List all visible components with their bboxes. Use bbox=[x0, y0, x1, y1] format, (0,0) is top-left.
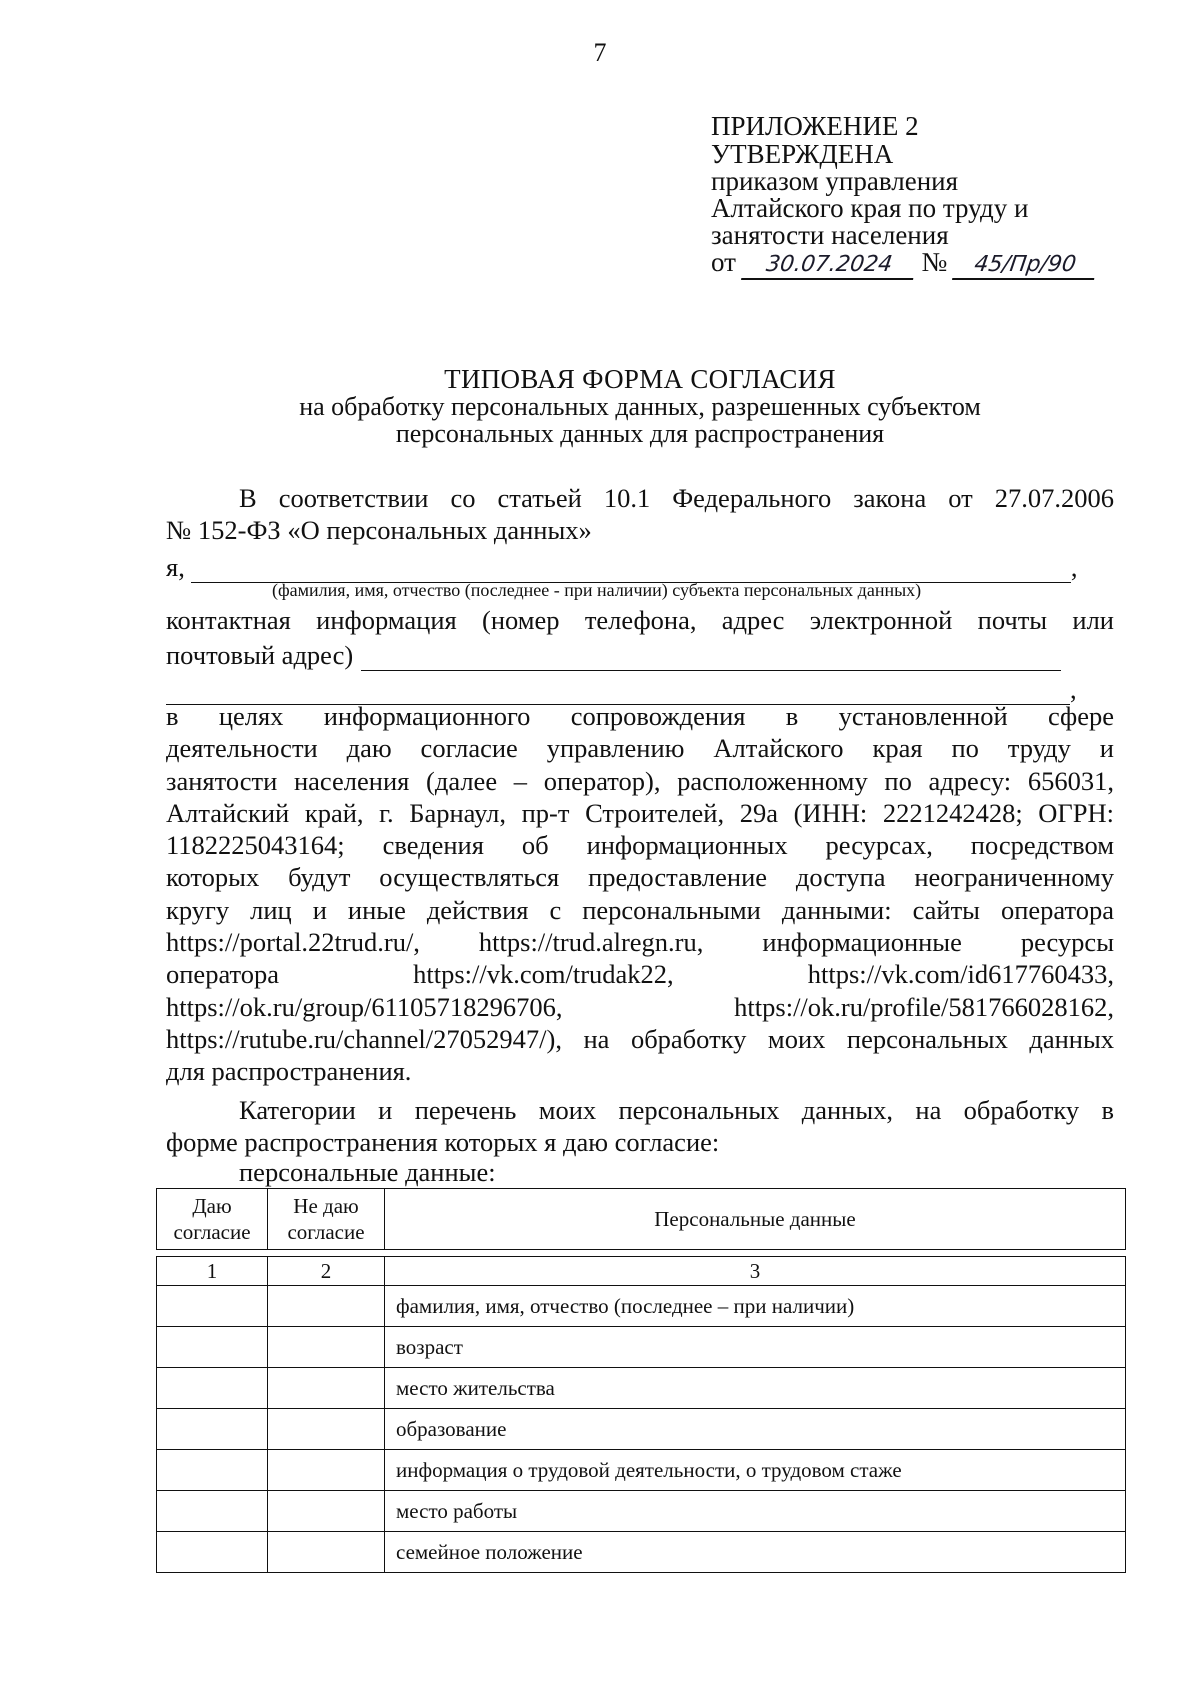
order-number-handwritten: 45/Пр/90 bbox=[952, 252, 1098, 280]
form-title bbox=[160, 366, 1120, 447]
consent-cell[interactable] bbox=[157, 1409, 268, 1450]
personal-data-cell: семейное положение bbox=[385, 1532, 1126, 1573]
personal-data-cell: место жительства bbox=[385, 1368, 1126, 1409]
name-field-comma: , bbox=[1070, 552, 1078, 582]
personal-data-cell: место работы bbox=[385, 1491, 1126, 1532]
consent-cell[interactable] bbox=[157, 1532, 268, 1573]
consent-line-last: для распространения. bbox=[166, 1056, 412, 1087]
name-field-caption: (фамилия, имя, отчество (последнее - при наличии) субъекта персональных данных) bbox=[272, 580, 922, 600]
approval-line-2: Алтайского края по труду и bbox=[711, 193, 1029, 223]
appendix-label: ПРИЛОЖЕНИЕ 2 bbox=[711, 111, 919, 141]
approval-line-1: приказом управления bbox=[711, 166, 959, 196]
form-title-sub2: персональных данных для распространения bbox=[395, 419, 885, 448]
no-consent-cell[interactable] bbox=[268, 1491, 385, 1532]
personal-data-cell: возраст bbox=[385, 1327, 1126, 1368]
table-row bbox=[157, 1368, 1126, 1409]
from-label: от bbox=[711, 247, 736, 277]
no-consent-cell[interactable] bbox=[268, 1327, 385, 1368]
consent-line: оператора https://vk.com/trudak22, https://vk.com/id617760433, bbox=[166, 959, 1114, 990]
consent-cell[interactable] bbox=[157, 1368, 268, 1409]
header-consent: Даю согласие bbox=[157, 1189, 268, 1250]
personal-data-cell: образование bbox=[385, 1409, 1126, 1450]
no-consent-cell[interactable] bbox=[268, 1409, 385, 1450]
consent-line: 1182225043164; сведения об информационных ресурсах, посредством bbox=[166, 830, 1114, 861]
personal-data-table bbox=[156, 1188, 1126, 1573]
number-label: № bbox=[921, 247, 948, 277]
contact-field[interactable] bbox=[361, 646, 1061, 671]
approved-label: УТВЕРЖДЕНА bbox=[711, 139, 894, 169]
table-number-row bbox=[157, 1257, 1126, 1286]
table-gap bbox=[157, 1250, 1126, 1257]
categories-line-1: Категории и перечень моих персональных данных, на обработку в bbox=[239, 1095, 1114, 1125]
no-consent-cell[interactable] bbox=[268, 1532, 385, 1573]
ya-label: я, bbox=[166, 552, 185, 582]
form-title-sub1: на обработку персональных данных, разрешенных субъектом bbox=[299, 392, 981, 421]
order-date-number bbox=[711, 249, 1096, 280]
no-consent-cell[interactable] bbox=[268, 1368, 385, 1409]
consent-line: которых будут осуществляться предоставление доступа неограниченному bbox=[166, 862, 1114, 893]
table-row bbox=[157, 1450, 1126, 1491]
column-number: 1 bbox=[157, 1257, 268, 1286]
consent-line: https://ok.ru/group/61105718296706, https://ok.ru/profile/581766028162, bbox=[166, 991, 1114, 1022]
column-number: 3 bbox=[385, 1257, 1126, 1286]
consent-cell[interactable] bbox=[157, 1450, 268, 1491]
column-number: 2 bbox=[268, 1257, 385, 1286]
table-row bbox=[157, 1491, 1126, 1532]
contact-field-row bbox=[166, 640, 1061, 671]
intro-paragraph bbox=[166, 482, 1114, 547]
table-header-row bbox=[157, 1189, 1126, 1250]
table-row bbox=[157, 1532, 1126, 1573]
contact-line-2: почтовый адрес) bbox=[166, 640, 354, 670]
consent-line: https://portal.22trud.ru/, https://trud.alregn.ru, информационные ресурсы bbox=[166, 927, 1114, 958]
order-date-handwritten: 30.07.2024 bbox=[741, 252, 917, 280]
categories-paragraph bbox=[166, 1094, 1114, 1159]
name-field-row bbox=[166, 552, 1077, 583]
categories-line-2: форме распространения которых я даю согласие: bbox=[166, 1127, 720, 1158]
page-number: 7 bbox=[593, 38, 607, 67]
header-no-consent: Не даю согласие bbox=[268, 1189, 385, 1250]
consent-line: в целях информационного сопровождения в установленной сфере bbox=[166, 701, 1114, 731]
personal-data-cell: информация о трудовой деятельности, о трудовом стаже bbox=[385, 1450, 1126, 1491]
consent-paragraph bbox=[166, 700, 1114, 1088]
approval-block bbox=[711, 112, 1096, 280]
consent-line: деятельности даю согласие управлению Алтайского края по труду и bbox=[166, 733, 1114, 764]
consent-line: https://rutube.ru/channel/27052947/), на обработку моих персональных данных bbox=[166, 1023, 1114, 1054]
contact-field-comma: , bbox=[1070, 674, 1077, 704]
header-personal-data: Персональные данные bbox=[385, 1189, 1126, 1250]
consent-line: занятости населения (далее – оператор), расположенному по адресу: 656031, bbox=[166, 765, 1114, 796]
no-consent-cell[interactable] bbox=[268, 1450, 385, 1491]
contact-line-1: контактная информация (номер телефона, адрес электронной почты или bbox=[166, 605, 1114, 635]
intro-line-2: № 152-ФЗ «О персональных данных» bbox=[166, 515, 592, 546]
personal-data-label: персональные данные: bbox=[239, 1157, 496, 1187]
table-row bbox=[157, 1286, 1126, 1327]
contact-paragraph bbox=[166, 604, 1114, 636]
consent-cell[interactable] bbox=[157, 1327, 268, 1368]
consent-line: кругу лиц и иные действия с персональными данными: сайты оператора bbox=[166, 894, 1114, 925]
consent-line: Алтайский край, г. Барнаул, пр-т Строителей, 29а (ИНН: 2221242428; ОГРН: bbox=[166, 797, 1114, 828]
consent-cell[interactable] bbox=[157, 1491, 268, 1532]
approval-line-3: занятости населения bbox=[711, 220, 949, 250]
personal-data-cell: фамилия, имя, отчество (последнее – при наличии) bbox=[385, 1286, 1126, 1327]
intro-line-1: В соответствии со статьей 10.1 Федерального закона от 27.07.2006 bbox=[239, 483, 1114, 513]
form-title-main: ТИПОВАЯ ФОРМА СОГЛАСИЯ bbox=[444, 364, 836, 394]
consent-cell[interactable] bbox=[157, 1286, 268, 1327]
table-row bbox=[157, 1327, 1126, 1368]
table-row bbox=[157, 1409, 1126, 1450]
no-consent-cell[interactable] bbox=[268, 1286, 385, 1327]
